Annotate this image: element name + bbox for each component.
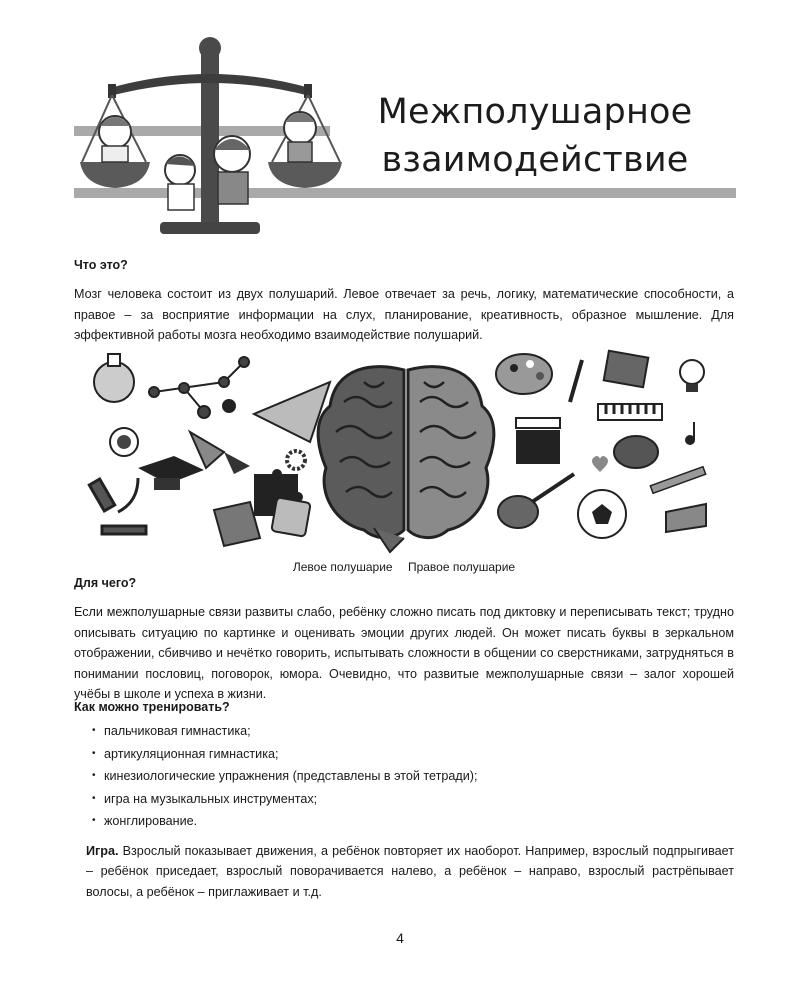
- brain-illustration: [74, 342, 734, 560]
- section-heading: Как можно тренировать?: [74, 700, 230, 714]
- list-item: • игра на музыкальных инструментах;: [94, 788, 734, 811]
- list-item: • пальчиковая гимнастика;: [94, 720, 734, 743]
- molecule-icon: [149, 357, 249, 418]
- brain-caption: [74, 560, 734, 574]
- flask-icon: [94, 354, 134, 402]
- list-item: • кинезиологические упражнения (представлены в этой тетради);: [94, 765, 734, 788]
- gear-icon: [287, 451, 305, 469]
- page-header: [0, 0, 800, 240]
- lightbulb-icon: [680, 360, 704, 392]
- game-label: Игра.: [86, 843, 119, 858]
- section-heading: Для чего?: [74, 576, 137, 590]
- game-paragraph: [86, 841, 734, 903]
- book-icon: [214, 502, 260, 546]
- calculator-icon: [271, 497, 310, 536]
- section-paragraph: Если межполушарные связи развиты слабо, ребёнку сложно писать под диктовку и переписывать текст; трудно описывать ситуацию по картинке и оценивать эмоции других людей. Он может писать буквы в зеркальном отображении, сбивчиво и нечётко говорить, испытывать сложности в общении со сверстниками, затрудняться в понимании пословиц, поговорок, юмора. Очевидно, что развитые межполушарные связи – залог хорошей учёбы в школе и успеха в жизни.: [74, 605, 734, 701]
- left-hemisphere-label: Левое полушарие: [292, 560, 393, 574]
- training-list: [74, 720, 734, 833]
- list-item: • жонглирование.: [94, 810, 734, 833]
- pencil-icon: [650, 467, 705, 494]
- section-how-to-train: [74, 700, 734, 902]
- game-text: Взрослый показывает движения, а ребёнок повторяет их наоборот. Например, взрослый подпрыгивает – ребёнок приседает, взрослый поворачивается налево, а ребёнок – направо, взрослый растрёпывает волосы, а ребёнок – приглаживает и т.д.: [86, 843, 734, 899]
- clapperboard-icon: [516, 418, 560, 464]
- heart-icon: [592, 456, 608, 472]
- cake-icon: [666, 504, 706, 532]
- keyboard-icon: [598, 404, 662, 420]
- microscope-icon: [89, 478, 146, 534]
- page-title: [340, 88, 730, 184]
- soccer-ball-icon: [578, 490, 626, 538]
- section-heading: Что это?: [74, 258, 128, 272]
- section-paragraph: Мозг человека состоит из двух полушарий. Левое отвечает за речь, логику, математические способности, а правое – за восприятие информации на слух, планирование, креативность, образное мышление. Для эффективной работы мозга необходимо взаимодействие полушарий.: [74, 287, 734, 342]
- title-line-2: взаимодействие: [381, 140, 689, 180]
- music-note-icon: [685, 422, 695, 445]
- brain-icon: [318, 367, 494, 552]
- right-hemisphere-label: Правое полушарие: [407, 560, 516, 574]
- page-number: 4: [396, 930, 404, 946]
- picture-frame-icon: [604, 351, 649, 387]
- list-item: • артикуляционная гимнастика;: [94, 743, 734, 766]
- target-icon: [110, 428, 138, 456]
- section-what-for: [74, 576, 734, 705]
- paintbrush-icon: [570, 360, 582, 402]
- graduation-cap-icon: [138, 456, 204, 490]
- guitar-icon: [498, 474, 574, 528]
- ball-icon: [614, 436, 658, 468]
- title-line-1: Межполушарное: [377, 92, 693, 132]
- section-what-is-it: [74, 258, 734, 346]
- palette-icon: [496, 354, 552, 394]
